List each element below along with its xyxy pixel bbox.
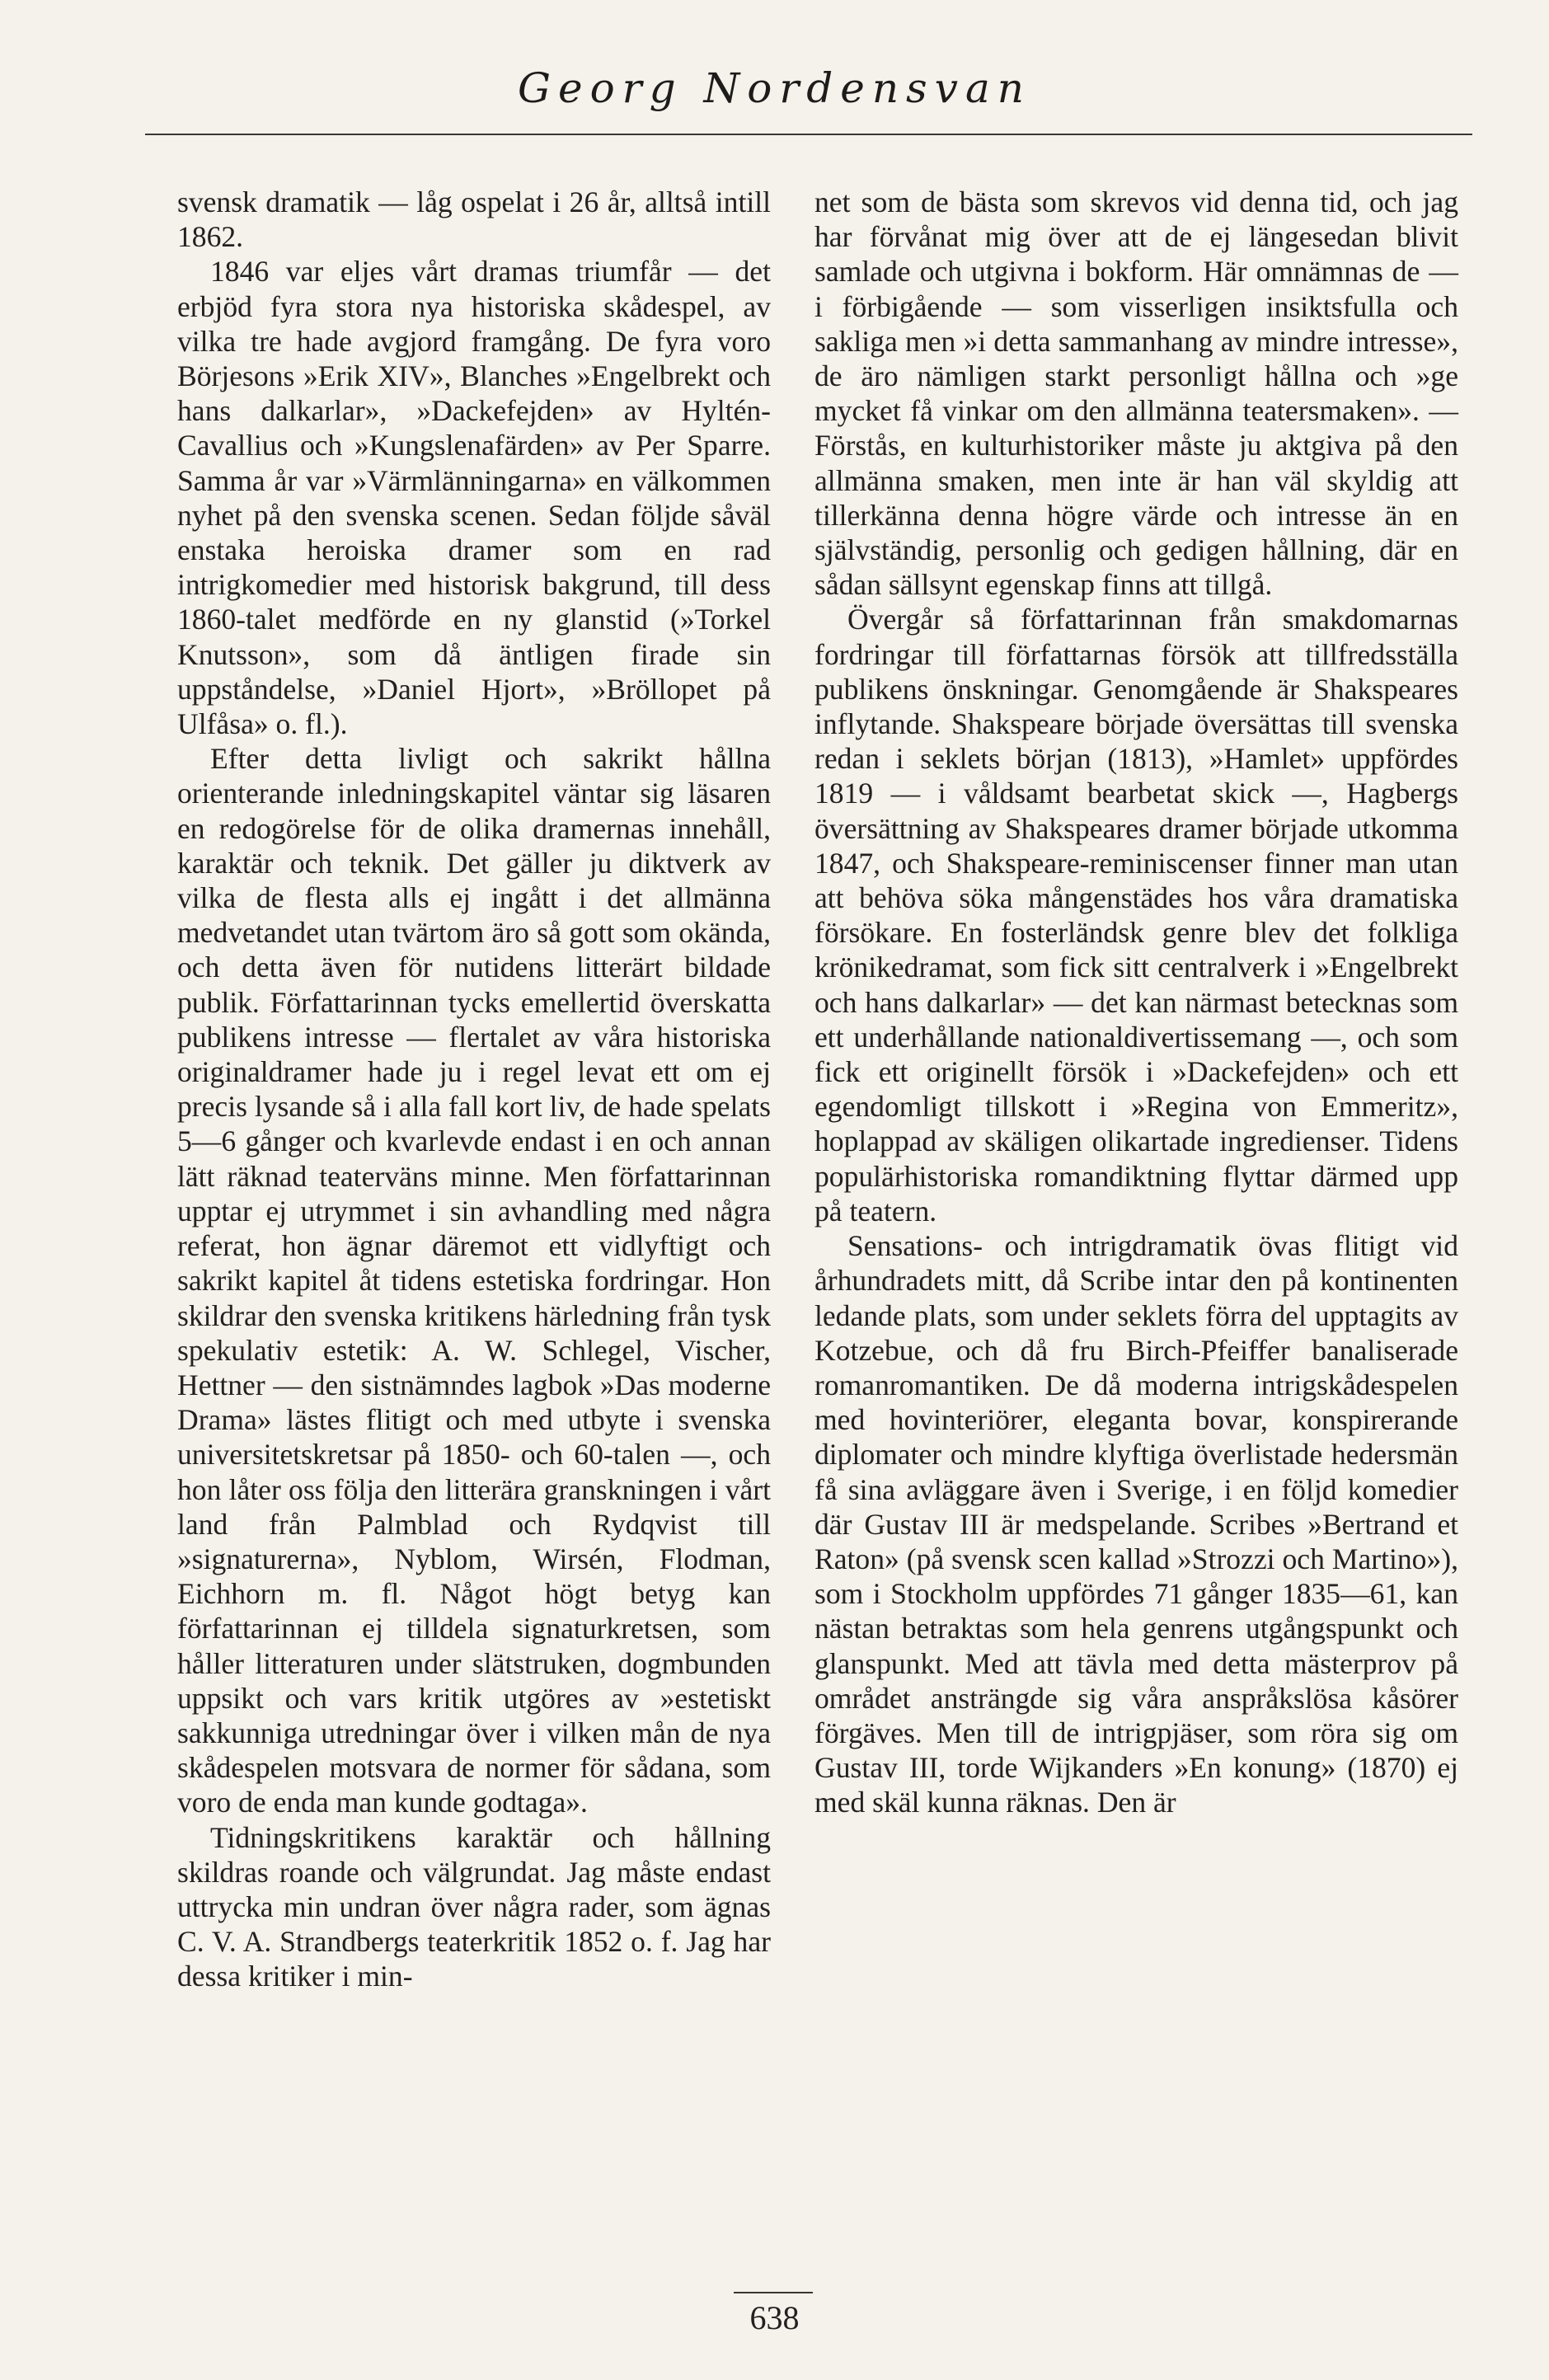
paragraph: Sensations- och intrigdramatik övas flitigt vid århundradets mitt, då Scribe intar den på kontinenten ledande plats, som under seklets förra del upptagits av Kotzebue, och då fru Birch-Pfeiffer banaliserade romanromantiken. De då moderna intrigskådespelen med hovinteriörer, eleganta bovar, konspirerande diplomater och mindre klyftiga överlistade hedersmän få sina avläggare även i Sverige, i en följd komedier där Gustav III är medspelande. Scribes »Bertrand et Raton» (på svensk scen kallad »Strozzi och Martino»), som i Stockholm uppfördes 71 gånger 1835—61, kan nästan betraktas som hela genrens utgångspunkt och glanspunkt. Med att tävla med detta mästerprov på området ansträngde sig våra anspråkslösa kåsörer förgäves. Men till de intrigpjäser, som röra sig om Gustav III, torde Wijkanders »En konung» (1870) ej med skäl kunna räknas. Den är bbox=[814, 1229, 1458, 1819]
paragraph: Efter detta livligt och sakrikt hållna orienterande inledningskapitel väntar sig läsaren en redogörelse för de olika dramernas innehåll, karaktär och teknik. Det gäller ju diktverk av vilka de flesta alls ej ingått i det allmänna medvetandet utan tvärtom äro så gott som okända, och detta även för nutidens litterärt bildade publik. Författarinnan tycks emellertid överskatta publikens intresse — flertalet av våra historiska originaldramer hade ju i regel levat ett om ej precis lysande så i alla fall kort liv, de hade spelats 5—6 gånger och kvarlevde endast i en och annan lätt räknad teaterväns minne. Men författarinnan upptar ej utrymmet i sin avhandling med några referat, hon ägnar däremot ett vidlyftigt och sakrikt kapitel åt tidens estetiska fordringar. Hon skildrar den svenska kritikens härledning från tysk spekulativ estetik: A. W. Schlegel, Vischer, Hettner — den sistnämndes lagbok »Das moderne Drama» lästes flitigt och med utbyte i svenska universitetskretsar på 1850- och 60-talen —, och hon låter oss följa den litterära granskningen i vårt land från Palmblad och Rydqvist till »signaturerna», Nyblom, Wirsén, Flodman, Eichhorn m. fl. Något högt betyg kan författarinnan ej tilldela signaturkretsen, som håller litteraturen under slätstruken, dogmbunden uppsikt och vars kritik utgöres av »estetiskt sakkunniga utredningar över i vilken mån de nya skådespelen motsvara de normer för sådana, som voro de enda man kunde godtaga». bbox=[177, 742, 771, 1819]
right-column bbox=[814, 185, 1458, 1820]
footer-rule bbox=[734, 2292, 813, 2293]
running-header: Georg Nordensvan bbox=[518, 64, 1031, 112]
paragraph: 1846 var eljes vårt dramas triumfår — det erbjöd fyra stora nya historiska skådespel, av vilka tre hade avgjord framgång. De fyra voro Börjesons »Erik XIV», Blanches »Engelbrekt och hans dalkarlar», »Dackefejden» av Hyltén-Cavallius och »Kungslenafärden» av Per Sparre. Samma år var »Värmlänningarna» en välkommen nyhet på den svenska scenen. Sedan följde såväl enstaka heroiska dramer som en rad intrigkomedier med historisk bakgrund, till dess 1860-talet medförde en ny glanstid (»Torkel Knutsson», som då äntligen firade sin uppståndelse, »Daniel Hjort», »Bröllopet på Ulfåsa» o. fl.). bbox=[177, 255, 771, 741]
paragraph: Övergår så författarinnan från smakdomarnas fordringar till författarnas försök att tillfredsställa publikens önskningar. Genomgående är Shakspeares inflytande. Shakspeare började översättas till svenska redan i seklets början (1813), »Hamlet» uppfördes 1819 — i våldsamt bearbetat skick —, Hagbergs översättning av Shakspeares dramer började utkomma 1847, och Shakspeare-reminiscenser finner man utan att behöva söka mångenstädes hos våra dramatiska försökare. En fosterländsk genre blev det folkliga krönikedramat, som fick sitt centralverk i »Engelbrekt och hans dalkarlar» — det kan närmast betecknas som ett underhållande nationaldivertissemang —, och som fick ett originellt försök i »Dackefejden» och ett egendomligt tillskott i »Regina von Emmeritz», hoplappad av skäligen olikartade ingredienser. Tidens populärhistoriska romandiktning flyttar därmed upp på teatern. bbox=[814, 603, 1458, 1228]
paragraph: Tidningskritikens karaktär och hållning skildras roande och välgrundat. Jag måste endast uttrycka min undran över några rader, som ägnas C. V. A. Strandbergs teaterkritik 1852 o. f. Jag har dessa kritiker i min- bbox=[177, 1820, 771, 1993]
page-number: 638 bbox=[749, 2299, 800, 2336]
left-column bbox=[177, 185, 771, 1994]
paragraph: net som de bästa som skrevos vid denna tid, och jag har förvånat mig över att de ej längesedan blivit samlade och utgivna i bokform. Här omnämnas de — i förbigående — som visserligen insiktsfulla och sakliga men »i detta sammanhang av mindre intresse», de äro nämligen starkt personligt hållna och »ge mycket få vinkar om den allmänna teatersmaken». — Förstås, en kulturhistoriker måste ju aktgiva på den allmänna smaken, men inte är han väl skyldig att tillerkänna denna högre värde och intresse än en självständig, personlig och gedigen hållning, där en sådan sällsynt egenskap finns att tillgå. bbox=[814, 185, 1458, 602]
paragraph: svensk dramatik — låg ospelat i 26 år, alltså intill 1862. bbox=[177, 185, 771, 254]
header-rule bbox=[145, 134, 1472, 135]
